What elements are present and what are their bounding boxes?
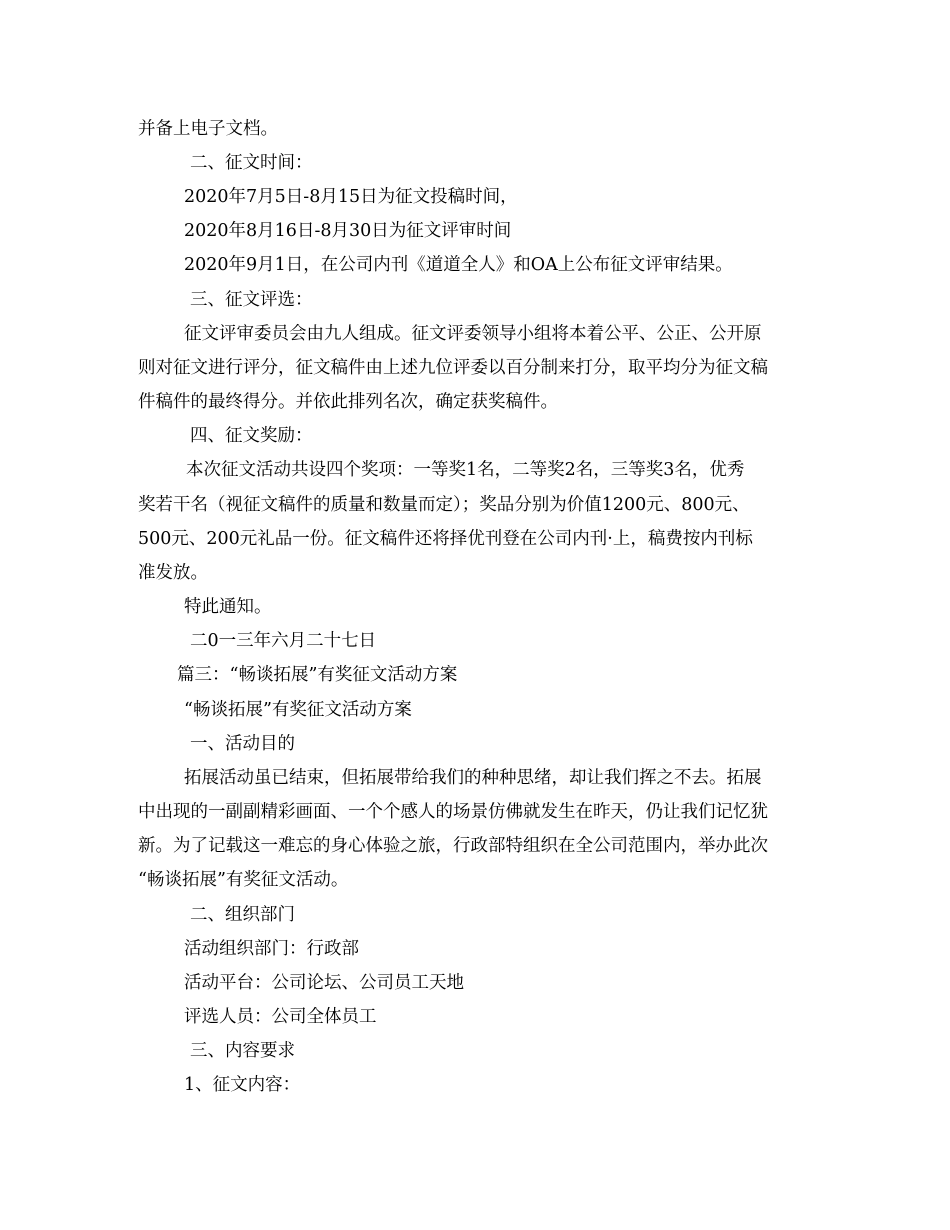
text-line: 500元、200元礼品一份。征文稿件还将择优刊登在公司内刊·上，稿费按内刊标 <box>138 529 753 549</box>
text-line: 评选人员：公司全体员工 <box>184 1007 377 1027</box>
text-line: 本次征文活动共设四个奖项：一等奖1名，二等奖2名，三等奖3名，优秀 <box>186 460 745 480</box>
text-line: 2020年9月1日，在公司内刊《道道全人》和OA上公布征文评审结果。 <box>184 255 733 275</box>
text-line: 拓展活动虽已结束，但拓展带给我们的种种思绪，却让我们挥之不去。拓展 <box>184 768 762 788</box>
date-line: 二0一三年六月二十七日 <box>190 631 377 651</box>
section-heading: 二、征文时间： <box>190 153 313 173</box>
text-line: 奖若干名（视征文稿件的质量和数量而定）；奖品分别为价值1200元、800元、 <box>138 495 750 515</box>
subsection-heading: 1、征文内容： <box>184 1075 301 1095</box>
text-line: 则对征文进行评分，征文稿件由上述九位评委以百分制来打分，取平均分为征文稿 <box>138 358 768 378</box>
text-line: 特此通知。 <box>184 597 272 617</box>
document-title: “畅谈拓展”有奖征文活动方案 <box>184 700 412 720</box>
section-heading: 四、征文奖励： <box>190 426 313 446</box>
text-line: 2020年7月5日-8月15日为征文投稿时间， <box>184 187 518 207</box>
text-line: 活动组织部门：行政部 <box>184 939 359 959</box>
text-line: 并备上电子文档。 <box>138 119 278 139</box>
text-line: 新。为了记载这一难忘的身心体验之旅，行政部特组织在全公司范围内，举办此次 <box>138 836 768 856</box>
text-line: 件稿件的最终得分。并依此排列名次，确定获奖稿件。 <box>138 392 558 412</box>
section-heading: 二、组织部门 <box>190 905 295 925</box>
text-line: 准发放。 <box>138 563 208 583</box>
text-line: 征文评审委员会由九人组成。征文评委领导小组将本着公平、公正、公开原 <box>184 324 762 344</box>
text-line: 中出现的一副副精彩画面、一个个感人的场景仿佛就发生在昨天，仍让我们记忆犹 <box>138 802 768 822</box>
text-line: “畅谈拓展”有奖征文活动。 <box>138 870 349 890</box>
text-line: 2020年8月16日-8月30日为征文评审时间 <box>184 221 512 241</box>
section-heading: 三、征文评选： <box>190 290 313 310</box>
section-heading: 三、内容要求 <box>190 1041 295 1061</box>
text-line: 活动平台：公司论坛、公司员工天地 <box>184 973 464 993</box>
chapter-title: 篇三：“畅谈拓展”有奖征文活动方案 <box>177 665 458 685</box>
section-heading: 一、活动目的 <box>190 734 295 754</box>
